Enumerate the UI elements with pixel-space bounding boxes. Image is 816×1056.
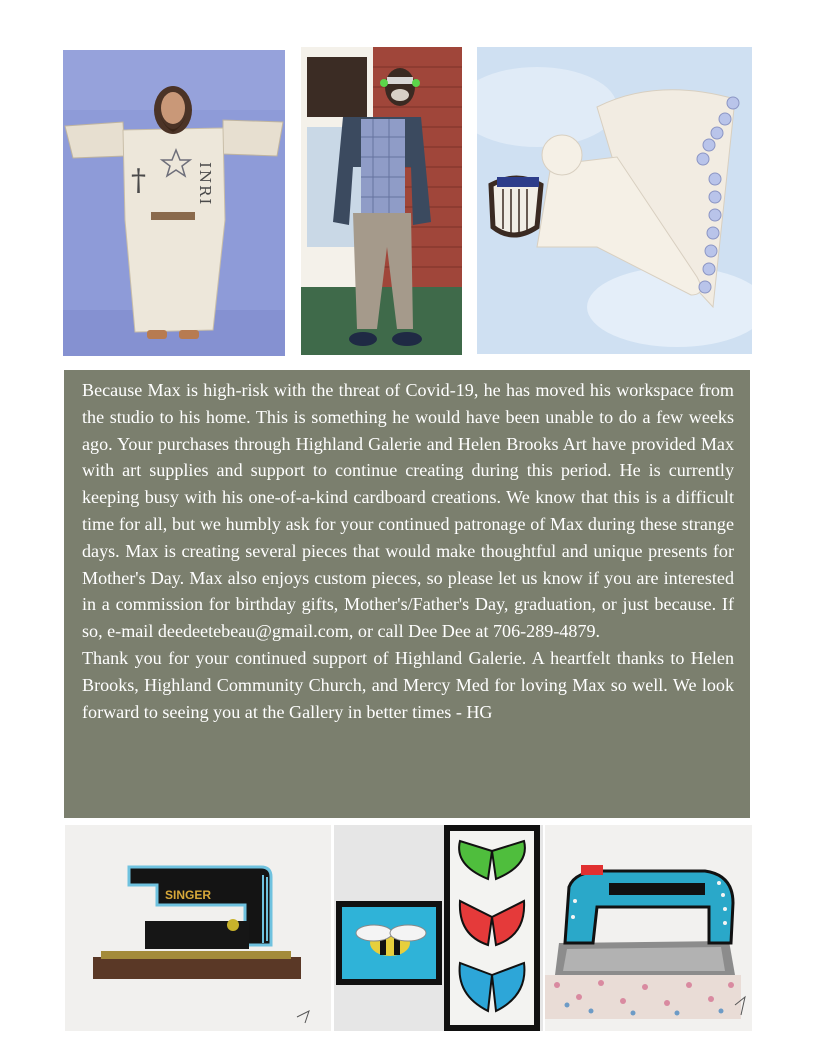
sewing-machine-artwork-photo: [65, 825, 331, 1031]
singer-brand-text: SINGER: [165, 888, 212, 902]
iron-artwork-image: [545, 825, 752, 1031]
robe-cross-symbol: †: [131, 163, 146, 198]
jesus-artwork-photo: [63, 50, 285, 356]
artist-portrait-image: [301, 47, 462, 355]
angel-artwork-photo: [477, 47, 752, 354]
article-paragraph-2: Thank you for your continued support of Highland Galerie. A heartfelt thanks to Helen Brooks, Highland Community Church, and Mercy Med for loving Max so well. We look forward to seeing you at the Gallery in better times - HG: [82, 647, 734, 722]
article-text-panel: [64, 370, 750, 818]
artist-portrait-photo: [301, 47, 462, 355]
iron-artwork-photo: [545, 825, 752, 1031]
robe-inri-text: INRI: [196, 162, 214, 207]
article-paragraph-1: Because Max is high-risk with the threat of Covid-19, he has moved his workspace from the studio to his home. This is something he would have been unable to do a few weeks ago. Your purchases through Highland Galerie and Helen Brooks Art have provided Max with art supplies and support to continue creating during this period. He is currently keeping busy with his one-of-a-kind cardboard creations. We know that this is a difficult time for all, but we humbly ask for your continued patronage of Max during these strange days. Max is creating several pieces that would make thoughtful and unique presents for Mother's Day. Max also enjoys custom pieces, so please let us know if you are interested in a commission for birthday gifts, Mother's/Father's Day, graduation, or just because. If so, e-mail deedeetebeau@gmail.com, or call Dee Dee at 706-289-4879.: [82, 380, 734, 642]
angel-artwork-image: [477, 47, 752, 354]
bee-butterfly-artwork-image: [334, 825, 543, 1031]
bee-butterfly-artwork-photo: [334, 825, 543, 1031]
sewing-machine-artwork-image: [65, 825, 331, 1031]
jesus-artwork-image: [63, 50, 285, 356]
